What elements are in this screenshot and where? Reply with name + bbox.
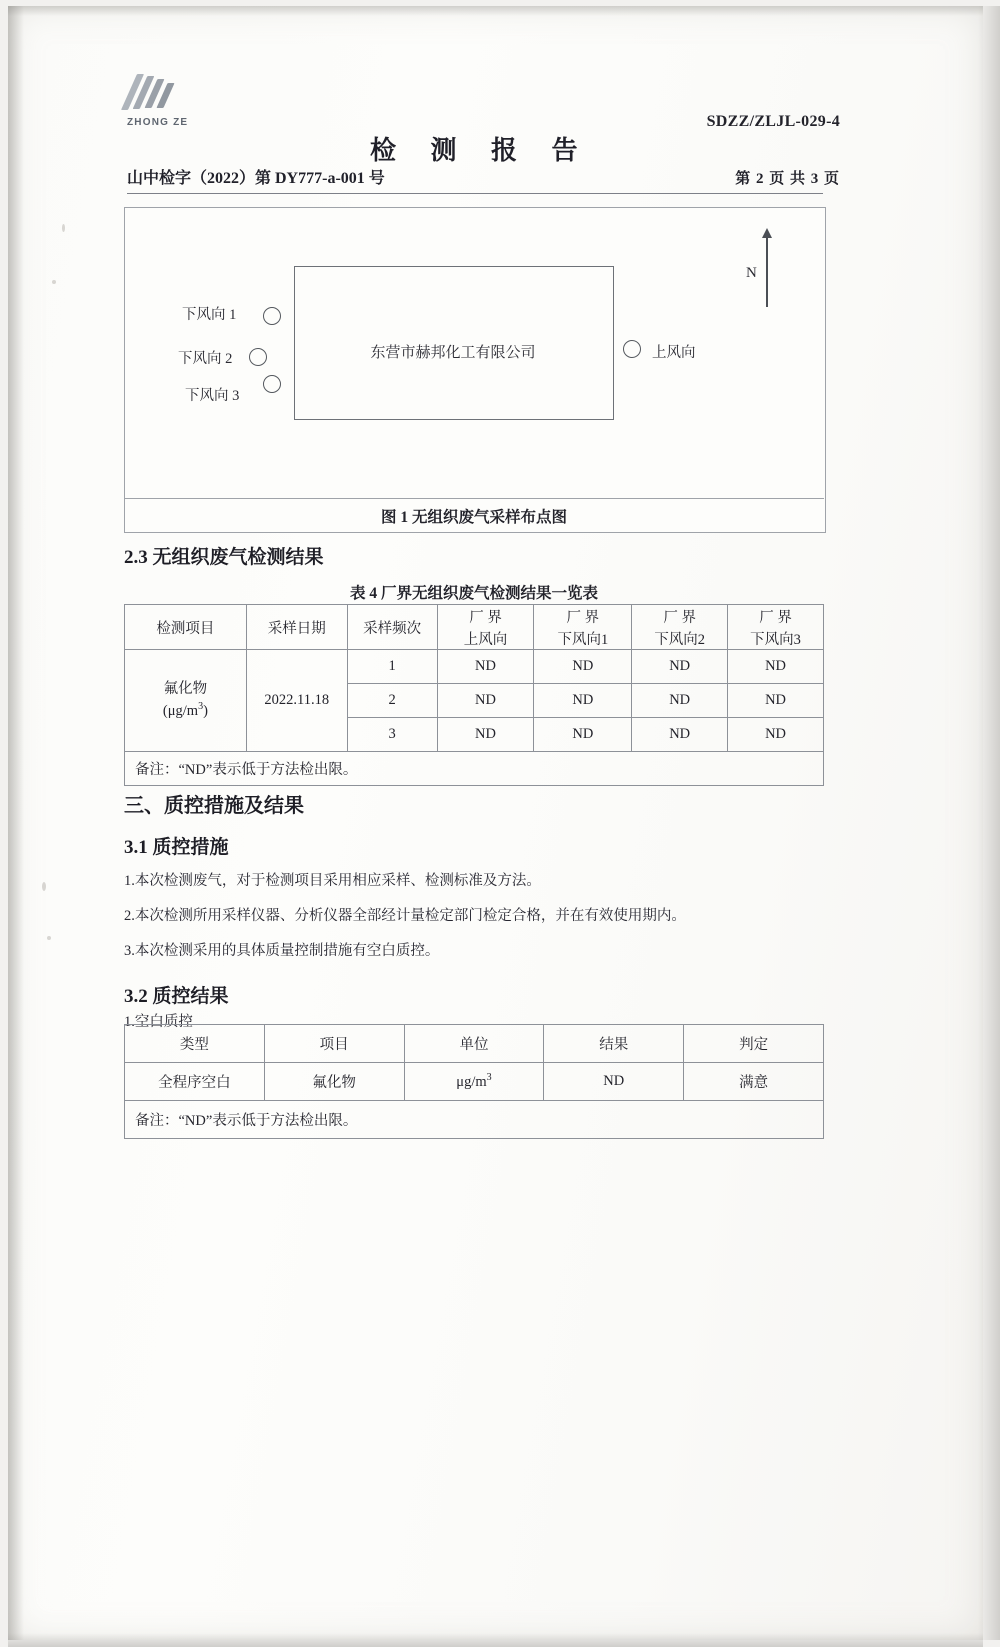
qc-measure-item-3: 3.本次检测采用的具体质量控制措施有空白质控。 xyxy=(124,943,440,959)
table-4-note: 备注：“ND”表示低于方法检出限。 xyxy=(125,752,824,786)
heading-3-2: 3.2 质控结果 xyxy=(124,986,229,1007)
cell-downwind1: ND xyxy=(534,718,632,752)
cell-frequency: 1 xyxy=(347,650,437,684)
item-name-unit: $(\mu g/m^3)$ xyxy=(162,701,208,719)
qc-table-note: 备注：“ND”表示低于方法检出限。 xyxy=(125,1101,824,1139)
col-header-downwind1-line1: 厂 界 xyxy=(534,605,632,628)
sampling-point-downwind-2 xyxy=(249,348,267,366)
table-header-row xyxy=(125,1025,824,1063)
point-label-downwind-2: 下风向 2 xyxy=(178,351,233,367)
qc-measure-item-1: 1.本次检测废气，对于检测项目采用相应采样、检测标准及方法。 xyxy=(124,873,541,889)
sampling-point-downwind-3 xyxy=(263,375,281,393)
cell-frequency: 2 xyxy=(347,684,437,718)
col-header-date: 采样日期 xyxy=(246,605,347,650)
cell-downwind3: ND xyxy=(728,718,824,752)
sampling-point-upwind xyxy=(623,340,641,358)
col-header-result: 结果 xyxy=(544,1025,684,1063)
cell-downwind2: ND xyxy=(632,718,728,752)
plant-name-label: 东营市赫邦化工有限公司 xyxy=(370,345,536,361)
figure-caption: 图 1 无组织废气采样布点图 xyxy=(380,509,567,526)
north-arrow-icon xyxy=(766,237,768,307)
table-row xyxy=(125,1063,824,1101)
cell-downwind1: ND xyxy=(534,650,632,684)
heading-3: 三、质控措施及结果 xyxy=(124,795,304,817)
header-divider xyxy=(127,193,823,194)
cell-qc-result: ND xyxy=(544,1063,684,1101)
col-header-upwind-line1: 厂 界 xyxy=(437,605,534,628)
table-header-row xyxy=(125,605,824,628)
col-header-downwind3-line1: 厂 界 xyxy=(728,605,824,628)
point-label-upwind: 上风向 xyxy=(652,345,696,361)
point-label-downwind-3: 下风向 3 xyxy=(185,388,240,404)
col-header-frequency: 采样频次 xyxy=(347,605,437,650)
figure-caption-divider xyxy=(124,498,824,499)
cell-qc-type: 全程序空白 xyxy=(125,1063,265,1101)
col-header-type: 类型 xyxy=(125,1025,265,1063)
logo-text: ZHONG ZE xyxy=(127,117,189,128)
north-letter-label: N xyxy=(746,265,757,281)
point-label-downwind-1: 下风向 1 xyxy=(182,307,237,323)
sampling-point-downwind-1 xyxy=(263,307,281,325)
table-row xyxy=(125,650,824,684)
cell-frequency: 3 xyxy=(347,718,437,752)
col-header-judgement: 判定 xyxy=(684,1025,824,1063)
col-header-item: 检测项目 xyxy=(125,605,247,650)
report-number: 山中检字（2022）第 DY777-a-001 号 xyxy=(127,170,385,187)
qc-measure-item-2: 2.本次检测所用采样仪器、分析仪器全部经计量检定部门检定合格，并在有效使用期内。 xyxy=(124,908,686,924)
blank-qc-table xyxy=(124,1024,824,1139)
emission-results-table xyxy=(124,604,824,786)
document-code: SDZZ/ZLJL-029-4 xyxy=(706,113,840,130)
cell-upwind: ND xyxy=(437,718,534,752)
logo-stripes-icon xyxy=(127,72,181,114)
col-header-upwind-line2: 上风向 xyxy=(437,627,534,650)
blank-qc-list-label: 1.空白质控 xyxy=(124,1014,193,1030)
cell-item-name xyxy=(125,650,247,752)
col-header-downwind2-line2: 下风向2 xyxy=(632,627,728,650)
cell-downwind2: ND xyxy=(632,650,728,684)
table-4-caption: 表 4 厂界无组织废气检测结果一览表 xyxy=(349,585,598,602)
col-header-downwind2-line1: 厂 界 xyxy=(632,605,728,628)
cell-upwind: ND xyxy=(437,684,534,718)
cell-downwind3: ND xyxy=(728,650,824,684)
col-header-item: 项目 xyxy=(264,1025,404,1063)
item-name-main: 氟化物 xyxy=(163,681,208,698)
col-header-unit: 单位 xyxy=(404,1025,544,1063)
company-logo xyxy=(127,72,193,134)
cell-downwind2: ND xyxy=(632,684,728,718)
page-number: 第 2 页 共 3 页 xyxy=(735,171,840,187)
cell-qc-unit: $\mu g/m^3$ xyxy=(404,1063,544,1101)
cell-qc-judgement: 满意 xyxy=(684,1063,824,1101)
col-header-downwind3-line2: 下风向3 xyxy=(728,627,824,650)
cell-sample-date: 2022.11.18 xyxy=(246,650,347,752)
cell-downwind3: ND xyxy=(728,684,824,718)
heading-3-1: 3.1 质控措施 xyxy=(124,837,229,858)
table-note-row xyxy=(125,752,824,786)
cell-qc-item: 氟化物 xyxy=(264,1063,404,1101)
table-note-row xyxy=(125,1101,824,1139)
col-header-downwind1-line2: 下风向1 xyxy=(534,627,632,650)
cell-upwind: ND xyxy=(437,650,534,684)
page-title: 检 测 报 告 xyxy=(370,136,592,165)
heading-2-3: 2.3 无组织废气检测结果 xyxy=(124,547,324,568)
cell-downwind1: ND xyxy=(534,684,632,718)
